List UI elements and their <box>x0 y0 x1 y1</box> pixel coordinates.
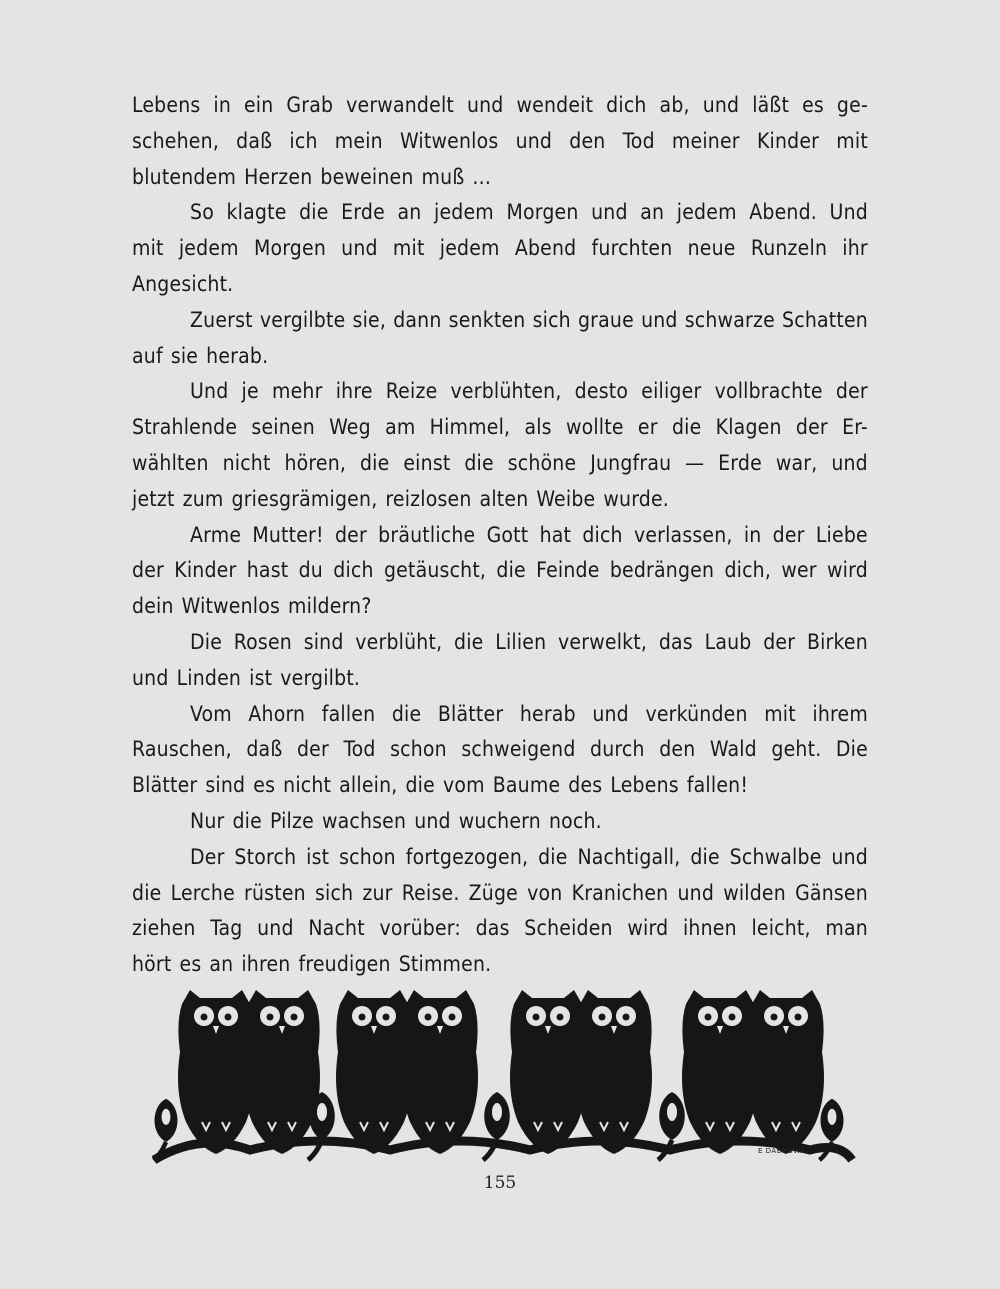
word: Und <box>829 200 868 225</box>
word: es <box>253 773 276 798</box>
word: wuchern <box>458 808 541 833</box>
word: Scheiden <box>524 916 613 941</box>
word: nicht <box>222 450 271 475</box>
word: ihrem <box>812 701 868 726</box>
word: es <box>802 93 824 117</box>
word: und <box>592 701 629 726</box>
word: mildern? <box>288 594 372 619</box>
word: Die <box>190 629 223 654</box>
text-line <box>132 374 868 410</box>
word: dich <box>582 522 623 547</box>
word: griesgrämigen, <box>231 486 378 511</box>
word: schweigend <box>461 737 576 762</box>
word: jedem <box>439 236 500 261</box>
word: und <box>515 128 553 153</box>
word: sie, <box>352 307 387 332</box>
word: desto <box>574 379 629 404</box>
word: Pilze <box>269 808 314 833</box>
text-line <box>132 231 868 267</box>
word: mit <box>132 236 164 261</box>
word: ab, <box>659 93 690 117</box>
leaf-ornament <box>483 1092 510 1160</box>
word: Kinder <box>756 128 820 153</box>
word: Witwenlos <box>400 128 499 153</box>
owl-figure <box>336 990 412 1154</box>
word: die <box>496 558 526 583</box>
word: Tod <box>622 128 655 153</box>
word: wer <box>781 558 817 583</box>
owl-figure <box>178 990 254 1154</box>
text-line <box>132 661 868 697</box>
text-line <box>132 88 868 124</box>
word: auf <box>132 343 163 368</box>
word: Lerche <box>170 880 235 905</box>
word: noch. <box>548 808 602 833</box>
word: und <box>414 808 451 833</box>
word: ist <box>249 665 273 690</box>
owl-figure <box>244 990 320 1154</box>
word: Kranichen <box>571 880 669 905</box>
word: je <box>241 379 259 404</box>
word: schöne <box>507 450 577 475</box>
text-line <box>132 482 868 518</box>
word: meiner <box>671 128 740 153</box>
text-line <box>132 124 868 160</box>
text-line <box>132 732 868 768</box>
text-line <box>132 303 868 339</box>
text-line <box>132 625 868 661</box>
word: Herzen <box>244 164 313 189</box>
owl-figure <box>748 990 824 1154</box>
word: verblüht, <box>355 629 443 654</box>
text-line <box>132 876 868 912</box>
word: ich <box>289 128 318 153</box>
word: dich <box>333 558 374 583</box>
word: vergilbte <box>259 307 346 332</box>
word: Rauschen, <box>132 737 232 762</box>
text-line <box>132 804 868 840</box>
word: Blätter <box>132 773 198 798</box>
word: So <box>190 200 214 225</box>
word: hast <box>246 558 289 583</box>
word: Morgen <box>253 236 326 261</box>
word: wollte <box>565 415 624 440</box>
owl-figure <box>510 990 586 1154</box>
word: neue <box>687 236 736 261</box>
word: Tod <box>343 737 376 762</box>
word: an <box>397 200 422 225</box>
word: Morgen <box>506 200 579 225</box>
word: daß <box>246 737 283 762</box>
word: sich <box>532 307 571 332</box>
word: in <box>213 93 232 117</box>
word: die <box>405 773 435 798</box>
word: Schwalbe <box>729 844 822 869</box>
word: Jungfrau <box>590 450 672 475</box>
word: man <box>825 916 868 941</box>
word: alten <box>479 486 529 511</box>
word: Schatten <box>782 307 868 332</box>
word: Zuerst <box>190 307 253 332</box>
word: vorüber: <box>379 916 461 941</box>
word: Reize <box>385 379 438 404</box>
word: Storch <box>234 844 297 869</box>
text-line <box>132 911 868 947</box>
word: sind <box>303 629 344 654</box>
word: ihre <box>335 379 373 404</box>
page-number: 155 <box>483 1173 517 1193</box>
word: Strahlende <box>132 415 238 440</box>
word: Nacht <box>308 916 365 941</box>
word: Abend <box>514 236 577 261</box>
word: Arme <box>190 522 242 547</box>
word: das <box>475 916 510 941</box>
word: ist <box>306 844 330 869</box>
artist-signature: E DABROWA <box>758 1147 806 1155</box>
word: Ahorn <box>248 701 306 726</box>
word: — <box>685 450 705 475</box>
word: hat <box>539 522 572 547</box>
text-line <box>132 195 868 231</box>
word: Und <box>190 379 229 404</box>
word: sie <box>170 343 199 368</box>
owl-figure <box>682 990 758 1154</box>
word: die <box>391 701 422 726</box>
word: verblühten, <box>450 379 562 404</box>
text-line <box>132 768 868 804</box>
word: verkünden <box>645 701 748 726</box>
word: senkten <box>448 307 526 332</box>
word: getäuscht, <box>383 558 487 583</box>
word: Weg <box>329 415 371 440</box>
word: sind <box>205 773 246 798</box>
word: geht. <box>771 737 822 762</box>
word: die <box>359 450 390 475</box>
text-line <box>132 160 868 196</box>
word: Wald <box>709 737 757 762</box>
word: hört <box>132 952 172 977</box>
word: verwelkt, <box>558 629 648 654</box>
word: wird <box>827 558 868 583</box>
word: wurde. <box>603 486 670 511</box>
word: die <box>690 844 720 869</box>
word: der <box>296 737 329 762</box>
owl-frieze-illustration <box>140 982 860 1172</box>
word: Weibe <box>536 486 596 511</box>
word: Nur <box>190 808 225 833</box>
word: der <box>763 629 796 654</box>
word: fallen <box>321 701 376 726</box>
word: ... <box>472 164 492 189</box>
word: Blätter <box>437 701 504 726</box>
word: vollbrachte <box>714 379 823 404</box>
word: die <box>454 629 484 654</box>
word: ge- <box>836 93 868 117</box>
word: Erde <box>718 450 762 475</box>
word: und <box>831 844 868 869</box>
word: mit <box>392 236 425 261</box>
word: schehen, <box>132 128 220 153</box>
word: mit <box>836 128 868 153</box>
word: Erde <box>341 200 385 225</box>
text-line <box>132 840 868 876</box>
word: Gänsen <box>795 880 868 905</box>
word: muß <box>421 164 465 189</box>
word: die <box>464 450 494 475</box>
word: ihr <box>842 236 868 261</box>
text-line <box>132 947 868 983</box>
word: Stimmen. <box>398 952 492 977</box>
word: als <box>524 415 552 440</box>
word: zum <box>182 486 224 511</box>
word: blutendem <box>132 164 237 189</box>
word: wendeit <box>516 93 594 117</box>
word: dann <box>393 307 442 332</box>
word: Lilien <box>495 629 547 654</box>
word: fallen! <box>686 773 749 798</box>
word: ein <box>243 93 274 117</box>
word: Der <box>190 844 225 869</box>
word: der <box>835 379 868 404</box>
word: am <box>385 415 416 440</box>
word: bräutliche <box>378 522 476 547</box>
word: jetzt <box>132 486 175 511</box>
word: jedem <box>178 236 239 261</box>
word: Feinde <box>536 558 600 583</box>
word: wachsen <box>321 808 407 833</box>
text-line <box>132 339 868 375</box>
word: jedem <box>676 200 737 225</box>
word: dein <box>132 594 174 619</box>
word: und <box>591 200 628 225</box>
text-line <box>132 446 868 482</box>
word: leicht, <box>751 916 811 941</box>
word: es <box>179 952 202 977</box>
word: ihren <box>241 952 291 977</box>
text-line <box>132 697 868 733</box>
word: und <box>677 880 715 905</box>
word: Birken <box>806 629 868 654</box>
word: Abend. <box>749 200 817 225</box>
word: bedrängen <box>609 558 715 583</box>
word: reizlosen <box>385 486 472 511</box>
word: schon <box>390 737 447 762</box>
word: schon <box>339 844 396 869</box>
body-text <box>132 88 868 983</box>
word: seinen <box>251 415 315 440</box>
word: Runzeln <box>750 236 828 261</box>
word: Himmel, <box>429 415 511 440</box>
word: graue <box>577 307 634 332</box>
word: und <box>641 307 678 332</box>
word: Rosen <box>233 629 292 654</box>
word: und <box>466 93 504 117</box>
owl-figure <box>576 990 652 1154</box>
text-line <box>132 553 868 589</box>
word: Liebe <box>815 522 868 547</box>
word: die <box>671 415 702 440</box>
word: ihnen <box>682 916 737 941</box>
word: von <box>527 880 563 905</box>
word: die <box>232 808 262 833</box>
word: Laub <box>704 629 752 654</box>
word: den <box>659 737 696 762</box>
word: freudigen <box>298 952 391 977</box>
word: des <box>568 773 603 798</box>
word: die <box>538 844 568 869</box>
word: Reise. <box>401 880 460 905</box>
word: Lebens <box>610 773 679 798</box>
word: war, <box>775 450 818 475</box>
word: fortgezogen, <box>405 844 529 869</box>
vine-ornament <box>154 1141 852 1160</box>
word: dich <box>606 93 647 117</box>
word: Mutter! <box>252 522 324 547</box>
word: Linden <box>176 665 242 690</box>
word: die <box>132 880 162 905</box>
word: einst <box>403 450 451 475</box>
word: mein <box>334 128 383 153</box>
word: wählten <box>132 450 209 475</box>
word: an <box>209 952 234 977</box>
word: er <box>637 415 658 440</box>
word: jedem <box>434 200 494 225</box>
word: allein, <box>339 773 398 798</box>
word: herab. <box>206 343 269 368</box>
word: Grab <box>286 93 334 117</box>
word: Klagen <box>715 415 782 440</box>
word: die <box>299 200 329 225</box>
word: herab <box>519 701 576 726</box>
word: und <box>831 450 868 475</box>
word: rüsten <box>244 880 306 905</box>
word: in <box>743 522 762 547</box>
word: mehr <box>271 379 323 404</box>
word: an <box>640 200 665 225</box>
text-line <box>132 410 868 446</box>
word: und <box>341 236 378 261</box>
word: klagte <box>226 200 287 225</box>
word: den <box>569 128 606 153</box>
word: Kinder <box>174 558 237 583</box>
word: du <box>298 558 323 583</box>
word: der <box>132 558 164 583</box>
word: Gott <box>486 522 529 547</box>
word: vergilbt. <box>280 665 361 690</box>
text-line <box>132 589 868 625</box>
word: schwarze <box>684 307 775 332</box>
word: Vom <box>190 701 232 726</box>
word: eiliger <box>641 379 702 404</box>
word: wilden <box>723 880 786 905</box>
word: Witwenlos <box>181 594 281 619</box>
word: der <box>334 522 367 547</box>
word: furchten <box>591 236 673 261</box>
word: Er- <box>842 415 868 440</box>
word: daß <box>236 128 273 153</box>
word: der <box>772 522 805 547</box>
word: Lebens <box>132 93 201 117</box>
word: der <box>795 415 828 440</box>
word: und <box>257 916 294 941</box>
word: wird <box>627 916 669 941</box>
word: und <box>132 665 169 690</box>
word: vom <box>442 773 485 798</box>
word: verlassen, <box>633 522 733 547</box>
word: läßt <box>752 93 790 117</box>
word: nicht <box>283 773 332 798</box>
word: Tag <box>210 916 243 941</box>
word: beweinen <box>320 164 414 189</box>
word: Züge <box>468 880 519 905</box>
word: verwandelt <box>346 93 454 117</box>
text-line <box>132 518 868 554</box>
owl-figure <box>402 990 478 1154</box>
text-line <box>132 267 868 303</box>
word: Die <box>835 737 868 762</box>
word: durch <box>590 737 645 762</box>
word: mit <box>764 701 796 726</box>
word: Baume <box>492 773 561 798</box>
word: sich <box>314 880 354 905</box>
word: Nachtigall, <box>577 844 681 869</box>
word: Angesicht. <box>132 271 234 296</box>
word: zur <box>362 880 393 905</box>
word: und <box>702 93 740 117</box>
word: hören, <box>284 450 347 475</box>
word: dich, <box>724 558 772 583</box>
word: das <box>658 629 693 654</box>
word: ziehen <box>132 916 196 941</box>
